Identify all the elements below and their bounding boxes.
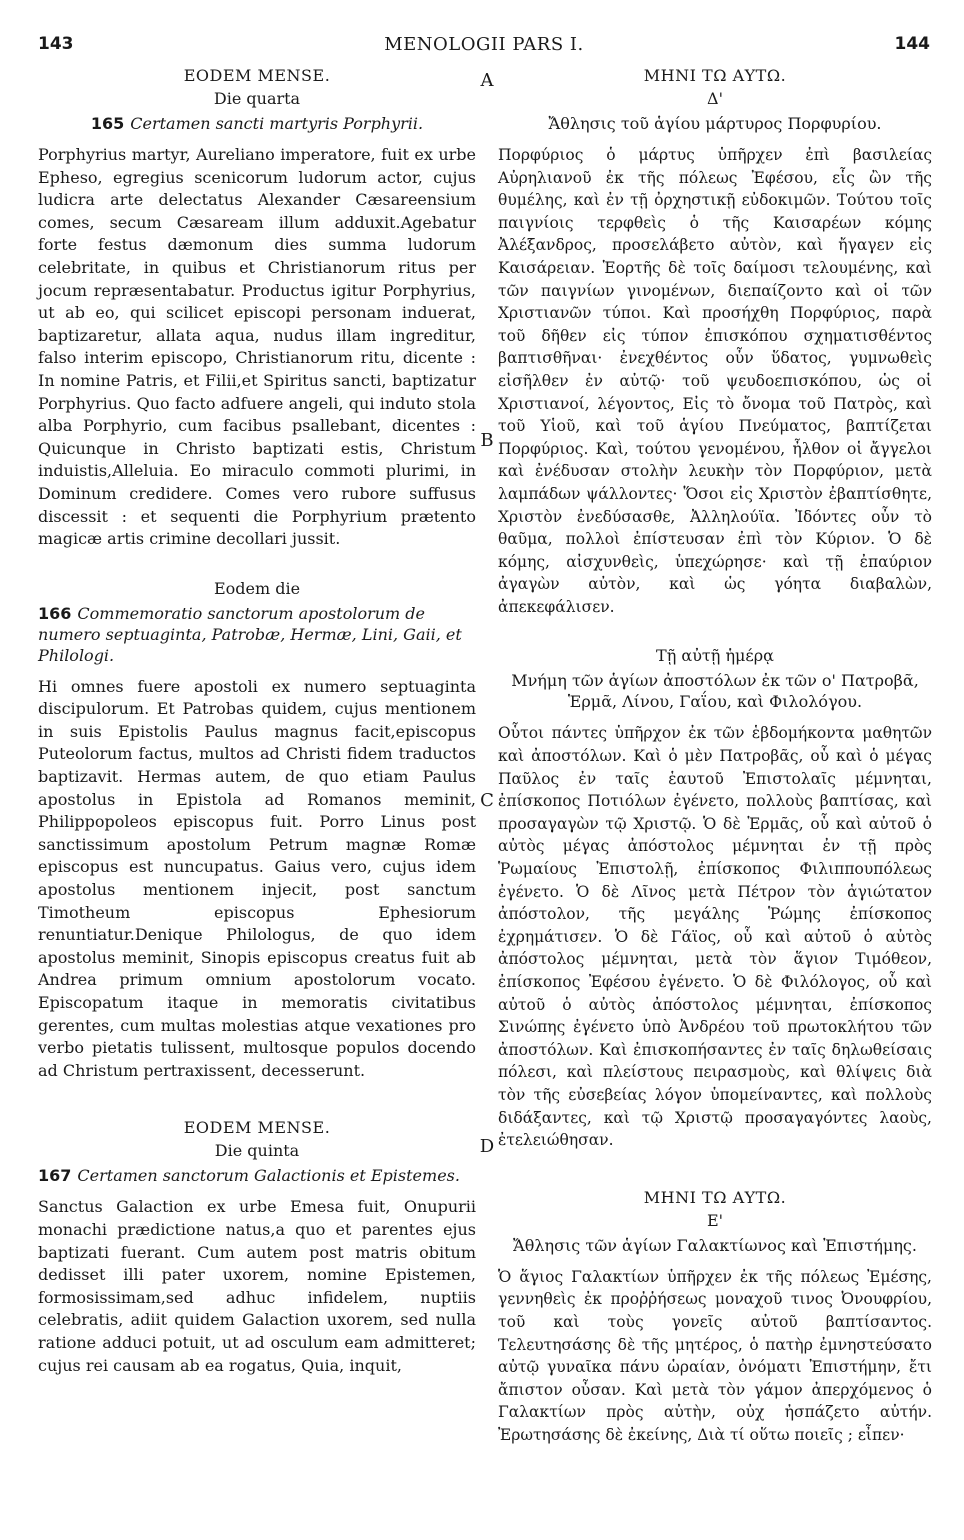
entry-heading-166 [38,603,476,666]
greek-paragraph-166: Οὗτοι πάντες ὑπῆρχον ἐκ τῶν ἑβδομήκοντα μαθητῶν καὶ ἀποστόλων. Καὶ ὁ μὲν Πατροβᾶς, οὗ καὶ ὁ μέγας Παῦλος ἐν ταῖς ἑαυτοῦ Ἐπιστολαῖς μέμνηται, ἐπίσκοπος Ποτιόλων ἐγένετο, πολλοὺς βαπτίσας, καὶ προσαγαγὼν τῷ Χριστῷ. Ὁ δὲ Ἑρμᾶς, οὗ καὶ αὐτοῦ ὁ αὐτὸς μέγας ἀπόστολος μέμνηται ἐν τῇ πρὸς Ῥωμαίους Ἐπιστολῇ, ἐπίσκοπος Φιλιππουπόλεως ἐγένετο. Ὁ δὲ Λῖνος μετὰ Πέτρον τὸν ἁγιώτατον ἀπόστολον, τῆς μεγάλης Ῥώμης ἐπίσκοπος ἐχρημάτισεν. Ὁ δὲ Γάϊος, οὗ καὶ αὐτοῦ ὁ αὐτὸς ἀπόστολος μέμνηται, μετὰ τὸν ἅγιον Τιμόθεον, ἐπίσκοπος Ἐφέσου ἐγένετο. Ὁ δὲ Φιλόλογος, οὗ καὶ αὐτοῦ ὁ αὐτὸς ἀπόστολος μέμνηται, ἐπίσκοπος Σινώπης ἐγένετο ὑπὸ Ἀνδρέου τοῦ πρωτοκλήτου τῶν ἀποστόλων. Καὶ ἐπισκοπήσαντες ἐν ταῖς δηλωθείσαις πόλεσι, καὶ πλείστους πειρασμοὺς, καὶ θλίψεις διὰ τὸν τῆς εὐσεβείας λόγον ὑπομείναντες, καὶ πολλοὺς διδάξαντες, καὶ τῷ Χριστῷ προσαγαγόντες λαοὺς, ἐτελειώθησαν. [498,724,932,1150]
latin-month-heading-2: EODEM MENSE. [183,1118,331,1138]
entry-number-166: 166 [38,603,72,623]
page-header [38,34,930,58]
entry-heading-167 [38,1165,476,1186]
greek-month-heading-1: ΜΗΝΙ ΤΩ ΑΥΤΩ. [643,66,787,85]
entry-number-165: 165 [90,114,125,133]
greek-title-165: Ἄθλησις τοῦ ἁγίου μάρτυρος Πορφυρίου. [548,114,882,133]
margin-letter-d: D [479,1136,495,1157]
margin-letter-a: A [480,70,494,91]
latin-month-heading-1: EODEM MENSE. [183,66,331,85]
left-page-number: 143 [38,34,74,54]
latin-column [38,64,476,1377]
greek-paragraph-167: Ὁ ἅγιος Γαλακτίων ὑπῆρχεν ἐκ τῆς πόλεως Ἐμέσης, γεννηθεὶς ἐκ προῤῥήσεως μοναχοῦ τινος Ὀνουφρίου, τοῦ καὶ τοὺς γονεῖς αὐτοῦ βαπτίσαντος. Τελευτησάσης δὲ τῆς μητέρος, ὁ πατὴρ ἐμνηστεύσατο αὐτῷ γυναῖκα πάνυ ὡραίαν, ὀνόματι Ἐπιστήμην, ἔτι ἄπιστον οὖσαν. Καὶ μετὰ τὸν γάμον ἀπερχόμενος ὁ Γαλακτίων πρὸς αὐτὴν, οὐχ ἠσπάζετο αὐτήν. Ἐρωτησάσης δὲ ἐκείνης, Διὰ τί οὕτω ποιεῖς ; εἶπεν· [498,1267,932,1444]
greek-month-heading-2: ΜΗΝΙ ΤΩ ΑΥΤΩ. [643,1187,787,1207]
latin-eodem-die: Eodem die [213,578,301,598]
greek-title-166: Μνήμη τῶν ἁγίων ἀποστόλων ἐκ τῶν ο' Πατροβᾶ, Ἑρμᾶ, Λίνου, Γαΐου, καὶ Φιλολόγου. [511,671,919,712]
greek-day-heading-2: Ε' [706,1210,724,1230]
latin-paragraph-165: Porphyrius martyr, Aureliano imperatore, fuit ex urbe Epheso, egregius scenicorum ludorum actor, cujus ludicra arte delectatus Alexander Cæsareensium comes, secum Cæsaream illum adduxit.Agebatur forte festus dæmonum dies summa ludorum celebritate, in quibus et Christianorum ritus per jocum repræsentabatur. Productus igitur Porphyrius, ut ab eo, qui scilicet episcopi personam induerat, baptizaretur, allata aqua, nudus illam ingreditur, falso interim episcopo, Christianorum ritu, dicente : In nomine Patris, et Filii,et Spiritus sancti, baptizatur Porphyrius. Quo facto adfuere angeli, qui induto stola alba Porphyrio, cum facibus psallebant, dicentes : Quicunque in Christo baptizati estis, Christum induistis,Alleluia. Eo miraculo commoti plurimi, in Dominum credidere. Comes vero rubore suffusus discessit : et sequenti die Porphyrium prætento magicæ artis crimine decollari jussit. [38,145,476,549]
entry-title-167: Certamen sanctorum Galactionis et Epistemes. [77,1166,460,1186]
entry-number-167: 167 [38,1166,72,1186]
margin-letter-c: C [480,790,494,811]
greek-column [498,64,932,1447]
latin-day-heading-1: Die quarta [213,89,301,108]
entry-title-165: Certamen sancti martyris Porphyrii. [130,114,424,133]
latin-paragraph-167: Sanctus Galaction ex urbe Emesa fuit, Onupurii monachi prædictione natus,a quo et parentes ejus baptizati fuerant. Cum autem post matris obitum dedisset illi pater uxorem, nomine Epistemen, formosissimam,sed adhuc infidelem, nuptiis celebratis, adiit quidem Galaction uxorem, sed nulla ratione adduci potuit, ut ad osculum eam admitteret; cujus rei causam ab ea rogatus, Quia, inquit, [38,1197,476,1375]
entry-title-166: Commemoratio sanctorum apostolorum de numero septuaginta, Patrobæ, Hermæ, Lini, Gaii, et Philologi. [38,603,462,665]
greek-day-heading-1: Δ' [707,89,723,108]
right-page-number: 144 [894,34,930,54]
running-title: MENOLOGII PARS I. [384,34,584,55]
latin-day-heading-2: Die quinta [214,1141,300,1161]
latin-paragraph-166: Hi omnes fuere apostoli ex numero septuaginta discipulorum. Et Patrobas quidem, cujus mentionem in suis Epistolis Paulus magnus facit,episcopus Puteolorum factus, multos ad Christi fidem traductos baptizavit. Hermas autem, de quo etiam Paulus apostolus in Epistola ad Romanos meminit, Philippopoleos episcopus fuit. Porro Linus post sanctissimum apostolum Petrum magnæ Romæ episcopus est nuncupatus. Gaius vero, cujus idem apostolus mentionem injecit, post sanctum Timotheum episcopus Ephesiorum renuntiatur.Denique Philologus, de quo idem apostolus meminit, Sinopis episcopus creatus fuit ab Andrea primum omnium apostolorum vocato. Episcopatum itaque in memoratis civitatibus gerentes, cum multas molestias atque vexationes pro verbo pietatis tulissent, multosque populos docendo ad Christum pertraxissent, decesserunt. [38,676,476,1080]
entry-heading-165 [38,113,476,134]
greek-same-day: Τῇ αὐτῇ ἡμέρᾳ [656,646,774,666]
margin-letter-b: B [480,430,494,451]
greek-paragraph-165: Πορφύριος ὁ μάρτυς ὑπῆρχεν ἐπὶ βασιλείας Αὐρηλιανοῦ ἐκ τῆς πόλεως Ἐφέσου, εἷς ὢν τῆς θυμέλης, καὶ ἐν τῇ ὀρχηστικῇ εὐδοκιμῶν. Τούτου τοῖς παιγνίοις τερφθεὶς ὁ τῆς Καισαρέων κόμης Ἀλέξανδρος, προσελάβετο αὐτὸν, καὶ ἤγαγεν εἰς Καισάρειαν. Ἑορτῆς δὲ τοῖς δαίμοσι τελουμένης, καὶ τῶν παιγνίων γινομένων, διεπαίζοντο καὶ οἱ τῶν Χριστιανῶν τύποι. Καὶ προσήχθη Πορφύριος, παρὰ τοῦ δῆθεν εἰς τύπον ἐπισκόπου σχηματισθέντος βαπτισθῆναι· ἐνεχθέντος οὖν ὕδατος, γυμνωθεὶς εἰσῆλθεν ἐν αὐτῷ· τοῦ ψευδοεπισκόπου, ὡς οἱ Χριστιανοί, λέγοντος, Εἰς τὸ ὄνομα τοῦ Πατρὸς, καὶ τοῦ Υἱοῦ, καὶ τοῦ ἁγίου Πνεύματος, βαπτίζεται Πορφύριος. Καὶ, τούτου γενομένου, ἦλθον οἱ ἄγγελοι καὶ ἐνέδυσαν στολὴν λευκὴν τὸν Πορφύριον, μετὰ λαμπάδων ψάλλοντες· Ὅσοι εἰς Χριστὸν ἐβαπτίσθητε, Χριστὸν ἐνεδύσασθε, Ἀλληλούϊα. Ἰδόντες οὖν τὸ θαῦμα, πολλοὶ ἐπίστευσαν ἐπὶ τὸν Κύριον. Ὁ δὲ κόμης, αἰσχυνθεὶς, ὑπεχώρησε· καὶ τῇ ἐπαύριον ἀγαγὼν αὐτὸν, καὶ ὡς γόητα διαβαλὼν, ἀπεκεφάλισεν. [498,146,932,616]
greek-title-167: Ἄθλησις τῶν ἁγίων Γαλακτίωνος καὶ Ἐπιστήμης. [513,1235,917,1255]
